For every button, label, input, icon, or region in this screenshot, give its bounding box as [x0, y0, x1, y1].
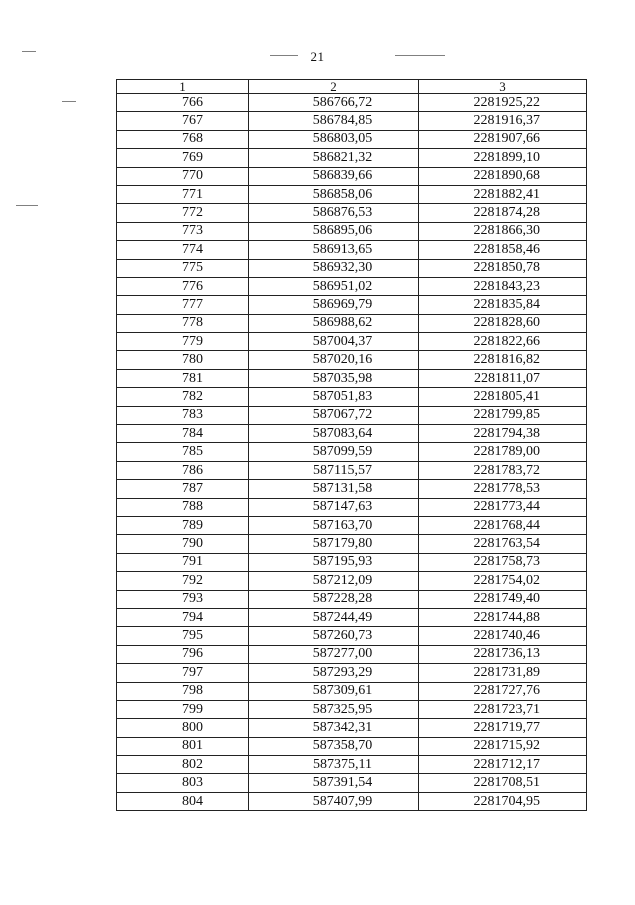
table-row: [117, 351, 587, 369]
table-row: [117, 259, 587, 277]
x-coordinate-cell: 587131,58: [249, 480, 419, 498]
point-number-cell: 791: [117, 553, 249, 571]
point-number-cell: 774: [117, 241, 249, 259]
scan-artifact-top-left: [22, 51, 36, 52]
table-row: [117, 737, 587, 755]
x-coordinate-cell: 586858,06: [249, 185, 419, 203]
table-row: [117, 241, 587, 259]
table-row: [117, 425, 587, 443]
point-number-cell: 799: [117, 700, 249, 718]
scan-artifact-left-lower: [16, 205, 38, 206]
x-coordinate-cell: 587179,80: [249, 535, 419, 553]
point-number-cell: 793: [117, 590, 249, 608]
x-coordinate-cell: 586895,06: [249, 222, 419, 240]
x-coordinate-cell: 587260,73: [249, 627, 419, 645]
point-number-cell: 786: [117, 461, 249, 479]
point-number-cell: 775: [117, 259, 249, 277]
y-coordinate-cell: 2281874,28: [419, 204, 587, 222]
y-coordinate-cell: 2281778,53: [419, 480, 587, 498]
table-row: [117, 185, 587, 203]
table-row: [117, 461, 587, 479]
y-coordinate-cell: 2281744,88: [419, 608, 587, 626]
y-coordinate-cell: 2281799,85: [419, 406, 587, 424]
table-row: [117, 222, 587, 240]
y-coordinate-cell: 2281890,68: [419, 167, 587, 185]
scan-artifact-left-upper: [62, 101, 76, 102]
x-coordinate-cell: 586932,30: [249, 259, 419, 277]
y-coordinate-cell: 2281816,82: [419, 351, 587, 369]
y-coordinate-cell: 2281749,40: [419, 590, 587, 608]
point-number-cell: 780: [117, 351, 249, 369]
scan-artifact-top-mid: [270, 55, 298, 56]
y-coordinate-cell: 2281708,51: [419, 774, 587, 792]
x-coordinate-cell: 587244,49: [249, 608, 419, 626]
point-number-cell: 778: [117, 314, 249, 332]
table-row: [117, 608, 587, 626]
y-coordinate-cell: 2281731,89: [419, 664, 587, 682]
y-coordinate-cell: 2281866,30: [419, 222, 587, 240]
x-coordinate-cell: 586988,62: [249, 314, 419, 332]
x-coordinate-cell: 587342,31: [249, 719, 419, 737]
y-coordinate-cell: 2281822,66: [419, 333, 587, 351]
table-row: [117, 369, 587, 387]
scan-artifact-top-right: [395, 55, 445, 56]
x-coordinate-cell: 586821,32: [249, 149, 419, 167]
table-row: [117, 682, 587, 700]
point-number-cell: 803: [117, 774, 249, 792]
point-number-cell: 777: [117, 296, 249, 314]
point-number-cell: 766: [117, 94, 249, 112]
x-coordinate-cell: 587115,57: [249, 461, 419, 479]
point-number-cell: 804: [117, 792, 249, 810]
table-row: [117, 112, 587, 130]
table-row: [117, 333, 587, 351]
table-row: [117, 314, 587, 332]
point-number-cell: 773: [117, 222, 249, 240]
table-row: [117, 388, 587, 406]
x-coordinate-cell: 586766,72: [249, 94, 419, 112]
y-coordinate-cell: 2281828,60: [419, 314, 587, 332]
y-coordinate-cell: 2281843,23: [419, 277, 587, 295]
y-coordinate-cell: 2281805,41: [419, 388, 587, 406]
x-coordinate-cell: 587212,09: [249, 572, 419, 590]
table-row: [117, 572, 587, 590]
y-coordinate-cell: 2281907,66: [419, 130, 587, 148]
point-number-cell: 794: [117, 608, 249, 626]
point-number-cell: 787: [117, 480, 249, 498]
table-row: [117, 774, 587, 792]
x-coordinate-cell: 587035,98: [249, 369, 419, 387]
table-body: [117, 94, 587, 811]
y-coordinate-cell: 2281723,71: [419, 700, 587, 718]
x-coordinate-cell: 587228,28: [249, 590, 419, 608]
point-number-cell: 800: [117, 719, 249, 737]
point-number-cell: 802: [117, 756, 249, 774]
page-number: 21: [310, 49, 325, 64]
point-number-cell: 772: [117, 204, 249, 222]
table-header-row: [117, 80, 587, 94]
y-coordinate-cell: 2281763,54: [419, 535, 587, 553]
point-number-cell: 798: [117, 682, 249, 700]
point-number-cell: 792: [117, 572, 249, 590]
y-coordinate-cell: 2281811,07: [419, 369, 587, 387]
table-row: [117, 94, 587, 112]
x-coordinate-cell: 587293,29: [249, 664, 419, 682]
y-coordinate-cell: 2281789,00: [419, 443, 587, 461]
y-coordinate-cell: 2281794,38: [419, 425, 587, 443]
y-coordinate-cell: 2281740,46: [419, 627, 587, 645]
table-row: [117, 553, 587, 571]
y-coordinate-cell: 2281758,73: [419, 553, 587, 571]
y-coordinate-cell: 2281916,37: [419, 112, 587, 130]
x-coordinate-cell: 587051,83: [249, 388, 419, 406]
coordinates-table: [116, 79, 587, 811]
x-coordinate-cell: 586913,65: [249, 241, 419, 259]
point-number-cell: 790: [117, 535, 249, 553]
point-number-cell: 783: [117, 406, 249, 424]
table-row: [117, 516, 587, 534]
y-coordinate-cell: 2281835,84: [419, 296, 587, 314]
table-row: [117, 130, 587, 148]
point-number-cell: 767: [117, 112, 249, 130]
point-number-cell: 782: [117, 388, 249, 406]
table-row: [117, 627, 587, 645]
column-header-2: 2: [249, 80, 419, 94]
point-number-cell: 781: [117, 369, 249, 387]
y-coordinate-cell: 2281773,44: [419, 498, 587, 516]
x-coordinate-cell: 586784,85: [249, 112, 419, 130]
y-coordinate-cell: 2281882,41: [419, 185, 587, 203]
point-number-cell: 769: [117, 149, 249, 167]
x-coordinate-cell: 587358,70: [249, 737, 419, 755]
y-coordinate-cell: 2281768,44: [419, 516, 587, 534]
y-coordinate-cell: 2281719,77: [419, 719, 587, 737]
point-number-cell: 784: [117, 425, 249, 443]
table-row: [117, 719, 587, 737]
x-coordinate-cell: 587325,95: [249, 700, 419, 718]
y-coordinate-cell: 2281925,22: [419, 94, 587, 112]
table-row: [117, 498, 587, 516]
y-coordinate-cell: 2281712,17: [419, 756, 587, 774]
x-coordinate-cell: 587099,59: [249, 443, 419, 461]
point-number-cell: 797: [117, 664, 249, 682]
point-number-cell: 795: [117, 627, 249, 645]
x-coordinate-cell: 586803,05: [249, 130, 419, 148]
table-row: [117, 406, 587, 424]
point-number-cell: 788: [117, 498, 249, 516]
x-coordinate-cell: 587004,37: [249, 333, 419, 351]
y-coordinate-cell: 2281858,46: [419, 241, 587, 259]
column-header-1: 1: [117, 80, 249, 94]
table-row: [117, 277, 587, 295]
y-coordinate-cell: 2281736,13: [419, 645, 587, 663]
x-coordinate-cell: 587067,72: [249, 406, 419, 424]
x-coordinate-cell: 587020,16: [249, 351, 419, 369]
x-coordinate-cell: 586876,53: [249, 204, 419, 222]
x-coordinate-cell: 586839,66: [249, 167, 419, 185]
table-row: [117, 590, 587, 608]
y-coordinate-cell: 2281899,10: [419, 149, 587, 167]
y-coordinate-cell: 2281704,95: [419, 792, 587, 810]
point-number-cell: 776: [117, 277, 249, 295]
table-row: [117, 756, 587, 774]
x-coordinate-cell: 587407,99: [249, 792, 419, 810]
table-row: [117, 443, 587, 461]
y-coordinate-cell: 2281783,72: [419, 461, 587, 479]
y-coordinate-cell: 2281754,02: [419, 572, 587, 590]
table-row: [117, 792, 587, 810]
point-number-cell: 768: [117, 130, 249, 148]
point-number-cell: 779: [117, 333, 249, 351]
column-header-3: 3: [419, 80, 587, 94]
table-row: [117, 535, 587, 553]
x-coordinate-cell: 587163,70: [249, 516, 419, 534]
table-row: [117, 149, 587, 167]
x-coordinate-cell: 587147,63: [249, 498, 419, 516]
table-row: [117, 700, 587, 718]
x-coordinate-cell: 587391,54: [249, 774, 419, 792]
x-coordinate-cell: 587277,00: [249, 645, 419, 663]
table-row: [117, 480, 587, 498]
table-row: [117, 645, 587, 663]
x-coordinate-cell: 586969,79: [249, 296, 419, 314]
x-coordinate-cell: 587083,64: [249, 425, 419, 443]
table-row: [117, 296, 587, 314]
table-row: [117, 167, 587, 185]
x-coordinate-cell: 587309,61: [249, 682, 419, 700]
point-number-cell: 771: [117, 185, 249, 203]
point-number-cell: 796: [117, 645, 249, 663]
point-number-cell: 789: [117, 516, 249, 534]
x-coordinate-cell: 587375,11: [249, 756, 419, 774]
x-coordinate-cell: 586951,02: [249, 277, 419, 295]
y-coordinate-cell: 2281850,78: [419, 259, 587, 277]
point-number-cell: 785: [117, 443, 249, 461]
x-coordinate-cell: 587195,93: [249, 553, 419, 571]
y-coordinate-cell: 2281715,92: [419, 737, 587, 755]
table-row: [117, 204, 587, 222]
point-number-cell: 801: [117, 737, 249, 755]
table-row: [117, 664, 587, 682]
y-coordinate-cell: 2281727,76: [419, 682, 587, 700]
point-number-cell: 770: [117, 167, 249, 185]
